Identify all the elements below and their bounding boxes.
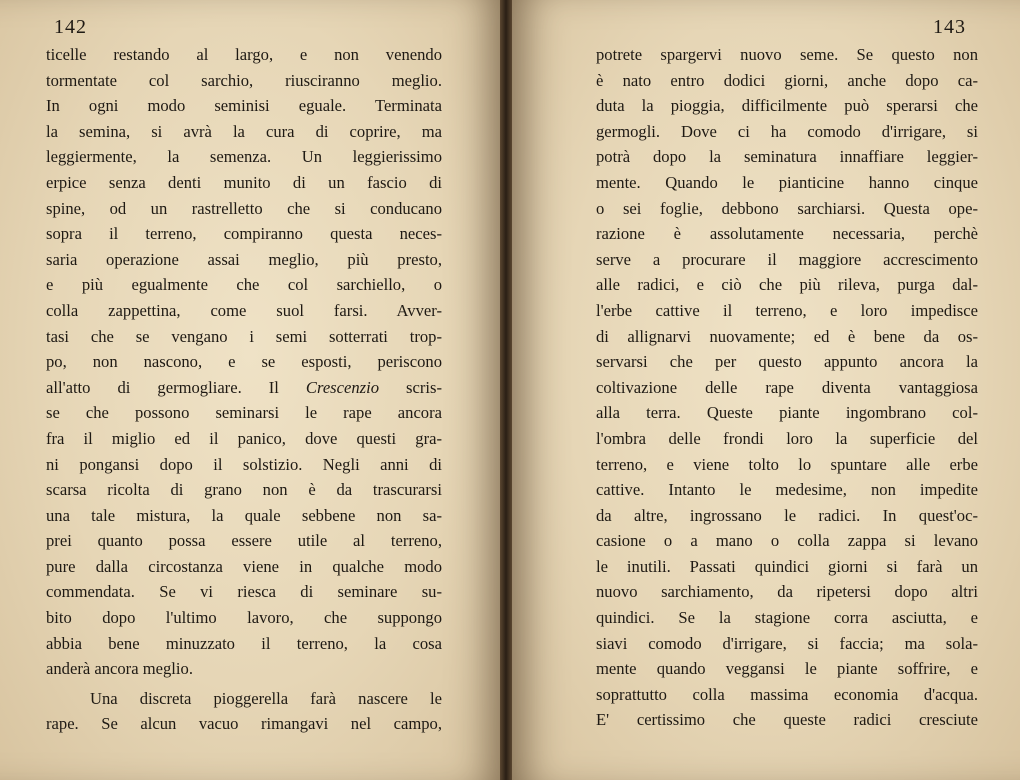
text-line: terreno, e viene tolto lo spuntare alle erbe (596, 454, 978, 474)
italic-name: Crescenzio (305, 377, 380, 397)
book-gutter (500, 0, 512, 780)
text-line-paragraph-start: Una discreta pioggerella farà nascere le (90, 688, 442, 708)
text-line: l'erbe cattive il terreno, e loro impedisce (596, 300, 978, 320)
text-line: rape. Se alcun vacuo rimangavi nel campo, (46, 714, 442, 734)
text-line: da altre, ingrossano le radici. In quest'oc- (596, 505, 978, 525)
text-line: pure dalla circostanza viene in qualche modo (46, 556, 442, 576)
text-line: sopra il terreno, compiranno questa neces- (46, 224, 442, 244)
text-line: prei quanto possa essere utile al terreno, (46, 531, 442, 551)
right-page (512, 0, 1020, 780)
text-line: ni pongansi dopo il solstizio. Negli anni di (46, 454, 442, 474)
text-line: abbia bene minuzzato il terreno, la cosa (46, 633, 442, 653)
text-line: servarsi che per questo appunto ancora la (596, 352, 978, 372)
text-line: tormentate col sarchio, riusciranno meglio. (46, 70, 442, 90)
left-page-text (46, 42, 442, 737)
text-line: coltivazione delle rape diventa vantaggiosa (596, 377, 978, 397)
text-line: alle radici, e ciò che più rileva, purga dal- (596, 275, 978, 295)
text-line: serve a procurare il maggiore accrescimento (596, 249, 978, 269)
page-number-right: 143 (933, 16, 966, 38)
text-line: casione o a mano o colla zappa si levano (596, 531, 978, 551)
text-line: leggiermente, la semenza. Un leggierissimo (46, 147, 442, 167)
text-line: ticelle restando al largo, e non venendo (46, 45, 442, 64)
text-line: erpice senza denti munito di un fascio di (46, 172, 442, 192)
text-line: una tale mistura, la quale sebbene non sa- (46, 505, 442, 525)
text-line: quindici. Se la stagione corra asciutta, e (596, 608, 978, 628)
text-line: saria operazione assai meglio, più presto, (46, 249, 442, 269)
text-line: colla zappettina, come suol farsi. Avver- (46, 300, 442, 320)
text-line: commendata. Se vi riesca di seminare su- (46, 582, 442, 602)
text-line: bito dopo l'ultimo lavoro, che suppongo (46, 608, 442, 628)
text-line: le inutili. Passati quindici giorni si farà un (596, 556, 978, 576)
text-line: l'ombra delle frondi loro la superficie del (596, 428, 978, 448)
text-line: siavi comodo d'irrigare, si faccia; ma sola- (596, 633, 978, 653)
text-line: alla terra. Queste piante ingombrano col- (596, 403, 978, 423)
text-line: germogli. Dove ci ha comodo d'irrigare, si (596, 121, 978, 141)
text-line: spine, od un rastrelletto che si conducano (46, 198, 442, 218)
page-number-left: 142 (54, 16, 87, 38)
text-line: è nato entro dodici giorni, anche dopo ca- (596, 70, 978, 90)
text-line: E' certissimo che queste radici cresciute (596, 710, 978, 730)
text-line: potrà dopo la seminatura innaffiare leggier- (596, 147, 978, 167)
text-line: soprattutto colla massima economia d'acqua. (596, 684, 978, 704)
right-page-text (596, 42, 978, 733)
left-page (0, 0, 500, 780)
text-line: cattive. Intanto le medesime, non impedite (596, 480, 978, 500)
text-line: se che possono seminarsi le rape ancora (46, 403, 442, 423)
text-line: nuovo sarchiamento, da ripetersi dopo altri (596, 582, 978, 602)
text-line-paragraph-end: anderà ancora meglio. (46, 659, 193, 679)
text-line: In ogni modo seminisi eguale. Terminata (46, 96, 442, 116)
text-line-crescenzio: all'atto di germogliare. Il Crescenzio scris- (46, 377, 442, 397)
text-line: potrete spargervi nuovo seme. Se questo non (596, 45, 978, 64)
text-line: mente. Quando le pianticine hanno cinque (596, 172, 978, 192)
text-line: razione è assolutamente necessaria, perchè (596, 224, 978, 244)
text-line: tasi che se vengano i semi sotterrati trop- (46, 326, 442, 346)
text-line: po, non nascono, e se esposti, periscono (46, 352, 442, 372)
text-line: scarsa ricolta di grano non è da trascurarsi (46, 480, 442, 500)
text-line: o sei foglie, debbono sarchiarsi. Questa ope- (596, 198, 978, 218)
text-line: e più egualmente che col sarchiello, o (46, 275, 442, 295)
text-line: di allignarvi nuovamente; ed è bene da os- (596, 326, 978, 346)
text-line: fra il miglio ed il panico, dove questi gra- (46, 428, 442, 448)
text-line: mente quando veggansi le piante soffrire, e (596, 659, 978, 679)
text-line: la semina, si avrà la cura di coprire, ma (46, 121, 442, 141)
text-line: duta la pioggia, difficilmente può sperarsi che (596, 96, 978, 116)
